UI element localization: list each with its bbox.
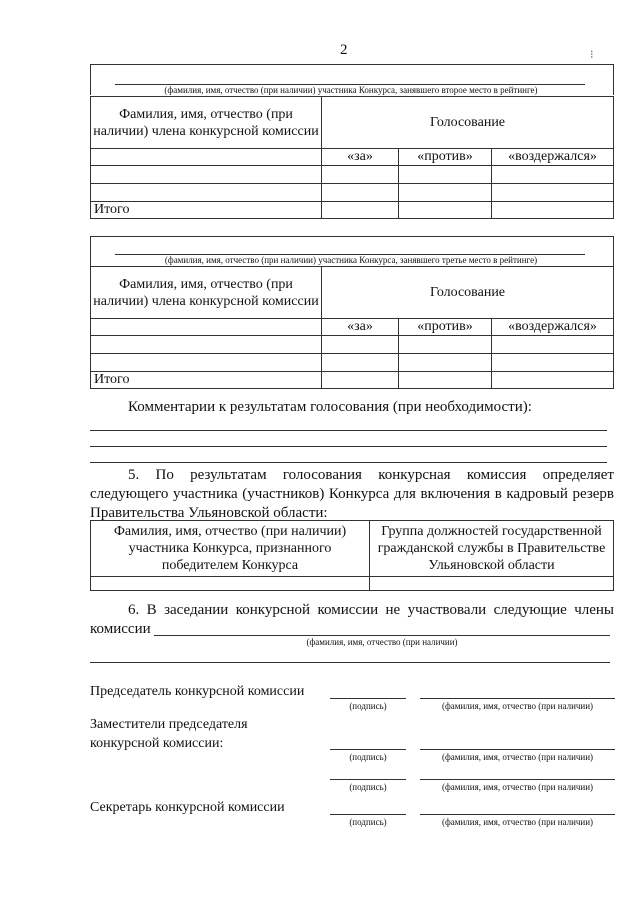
section5-text: 5. По результатам голосования конкурсная комиссия определяет следующего участника (участников) Конкурса для включения в кадровый резерв Правительства Ульяновской области: [90,467,614,521]
secretary-name-line[interactable] [420,814,615,815]
comments-label: Комментарии к результатам голосования (при необходимости): [128,399,532,415]
table2-total: Итого [91,372,322,389]
deputies-label-line2: конкурсной комиссии: [90,736,224,751]
results-cell[interactable] [370,577,614,591]
signature-caption: (подпись) [349,752,387,762]
results-cell[interactable] [91,577,370,591]
deputy2-signature-line[interactable] [330,779,406,780]
signature-caption: (подпись) [349,782,387,792]
table1-total: Итого [91,202,322,219]
results-table [90,520,614,591]
signature-caption: (подпись) [349,701,387,711]
table2-member-header: Фамилия, имя, отчество (при наличии) члена конкурсной комиссии [91,267,322,319]
table2-against: «против» [399,319,492,336]
name-caption: (фамилия, имя, отчество (при наличии) [441,782,594,792]
chair-signature-line[interactable] [330,698,406,699]
name-caption: (фамилия, имя, отчество (при наличии) [441,752,594,762]
signature-caption: (подпись) [349,817,387,827]
secretary-label: Секретарь конкурсной комиссии [90,800,285,815]
table2-cell[interactable] [91,336,322,354]
table2-vote-header: Голосование [322,267,614,319]
section6-line2[interactable] [90,662,610,663]
deputy1-signature-line[interactable] [330,749,406,750]
section6-line[interactable] [154,635,610,636]
secretary-signature-line[interactable] [330,814,406,815]
comments-line[interactable] [90,462,607,463]
table1-caption: (фамилия, имя, отчество (при наличии) участника Конкурса, занявшего второе место в рейтинге) [164,85,538,95]
table1-abstained: «воздержался» [492,149,614,166]
page-number: 2 [340,42,348,58]
table1-cell[interactable] [91,166,322,184]
table2-for: «за» [322,319,399,336]
deputy1-name-line[interactable] [420,749,615,750]
section6-caption: (фамилия, имя, отчество (при наличии) [306,637,458,647]
table2-caption: (фамилия, имя, отчество (при наличии) участника Конкурса, занявшего третье место в рейтинге) [164,255,538,265]
table1-vote-header: Голосование [322,97,614,149]
table1-cell[interactable] [91,184,322,202]
table1-for: «за» [322,149,399,166]
section6-text: 6. В заседании конкурсной комиссии не участвовали следующие члены комиссии [90,602,614,637]
comments-line[interactable] [90,430,607,431]
deputies-label-line1: Заместители председателя [90,717,248,732]
margin-mark: ⁝ [590,49,594,61]
table1-against: «против» [399,149,492,166]
name-caption: (фамилия, имя, отчество (при наличии) [441,701,594,711]
name-caption: (фамилия, имя, отчество (при наличии) [441,817,594,827]
results-col1-header: Фамилия, имя, отчество (при наличии) участника Конкурса, признанного победителем Конкурса [91,521,370,577]
chair-label: Председатель конкурсной комиссии [90,684,305,699]
table2-cell[interactable] [91,354,322,372]
results-col2-header: Группа должностей государственной гражданской службы в Правительстве Ульяновской области [370,521,614,577]
table2-abstained: «воздержался» [492,319,614,336]
chair-name-line[interactable] [420,698,615,699]
table1-member-header: Фамилия, имя, отчество (при наличии) члена конкурсной комиссии [91,97,322,149]
deputy2-name-line[interactable] [420,779,615,780]
comments-line[interactable] [90,446,607,447]
